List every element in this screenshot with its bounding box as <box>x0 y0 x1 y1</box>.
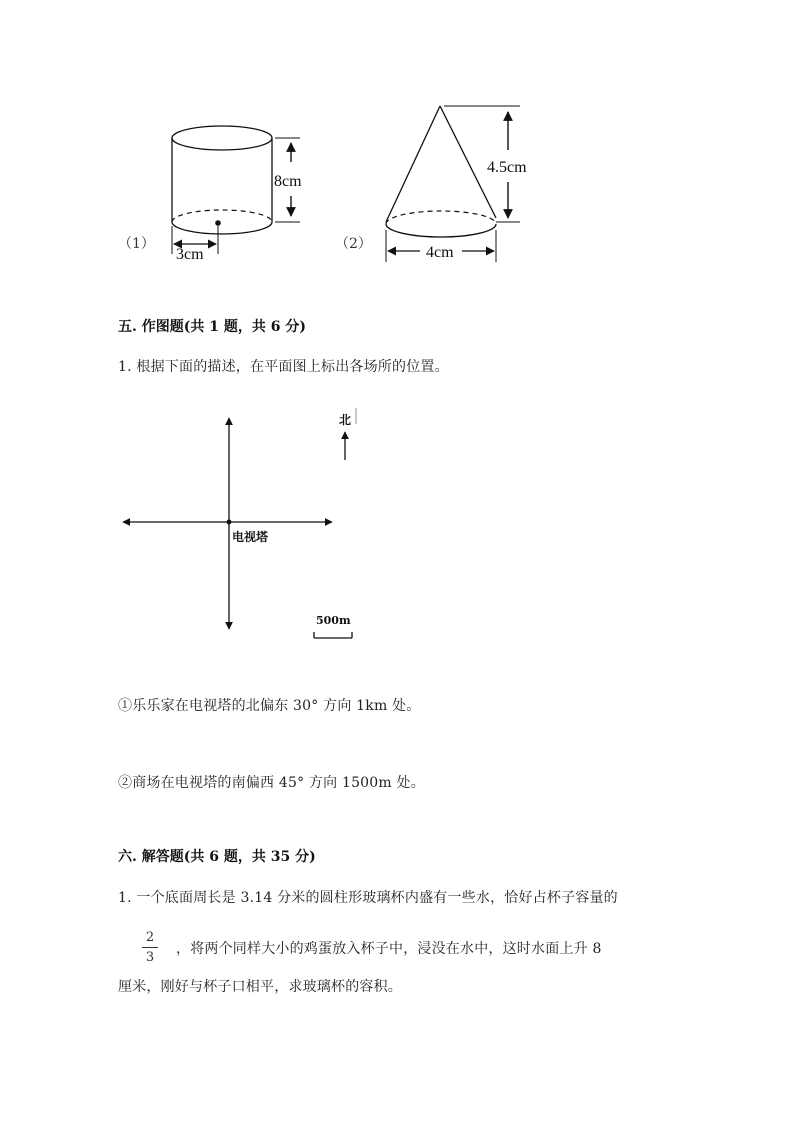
map-axes <box>123 418 332 629</box>
cylinder-radius-label: 3cm <box>176 246 204 263</box>
section-5-heading: 五. 作图题(共 1 题，共 6 分) <box>118 319 306 335</box>
section-6-heading: 六. 解答题(共 6 题，共 35 分) <box>118 849 316 865</box>
fraction-bar <box>142 947 158 948</box>
scale-bar <box>314 632 352 638</box>
cone-height-label: 4.5cm <box>487 159 527 176</box>
scale-label: 500m <box>316 614 351 627</box>
figure-2-label: （2） <box>335 236 372 252</box>
question-1-line-2: ，将两个同样大小的鸡蛋放入杯子中，浸没在水中，这时水面上升 8 <box>176 941 602 957</box>
item-1-text: ①乐乐家在电视塔的北偏东 30° 方向 1km 处。 <box>118 698 421 714</box>
figure-1-label: （1） <box>118 236 155 252</box>
tv-tower-label: 电视塔 <box>232 530 269 544</box>
fraction-numerator: 2 <box>145 930 155 945</box>
item-2-text: ②商场在电视塔的南偏西 45° 方向 1500m 处。 <box>118 775 425 791</box>
north-label: 北 <box>339 413 352 427</box>
fraction-two-thirds <box>142 930 158 965</box>
cone-diameter-label: 4cm <box>426 244 454 261</box>
question-1-line-3: 厘米，刚好与杯子口相平，求玻璃杯的容积。 <box>118 979 402 995</box>
section-5-question: 1. 根据下面的描述，在平面图上标出各场所的位置。 <box>118 359 449 375</box>
question-1-line-1: 1. 一个底面周长是 3.14 分米的圆柱形玻璃杯内盛有一些水，恰好占杯子容量的 <box>118 890 618 906</box>
cylinder-height-label: 8cm <box>274 173 302 190</box>
fraction-denominator: 3 <box>145 950 155 965</box>
